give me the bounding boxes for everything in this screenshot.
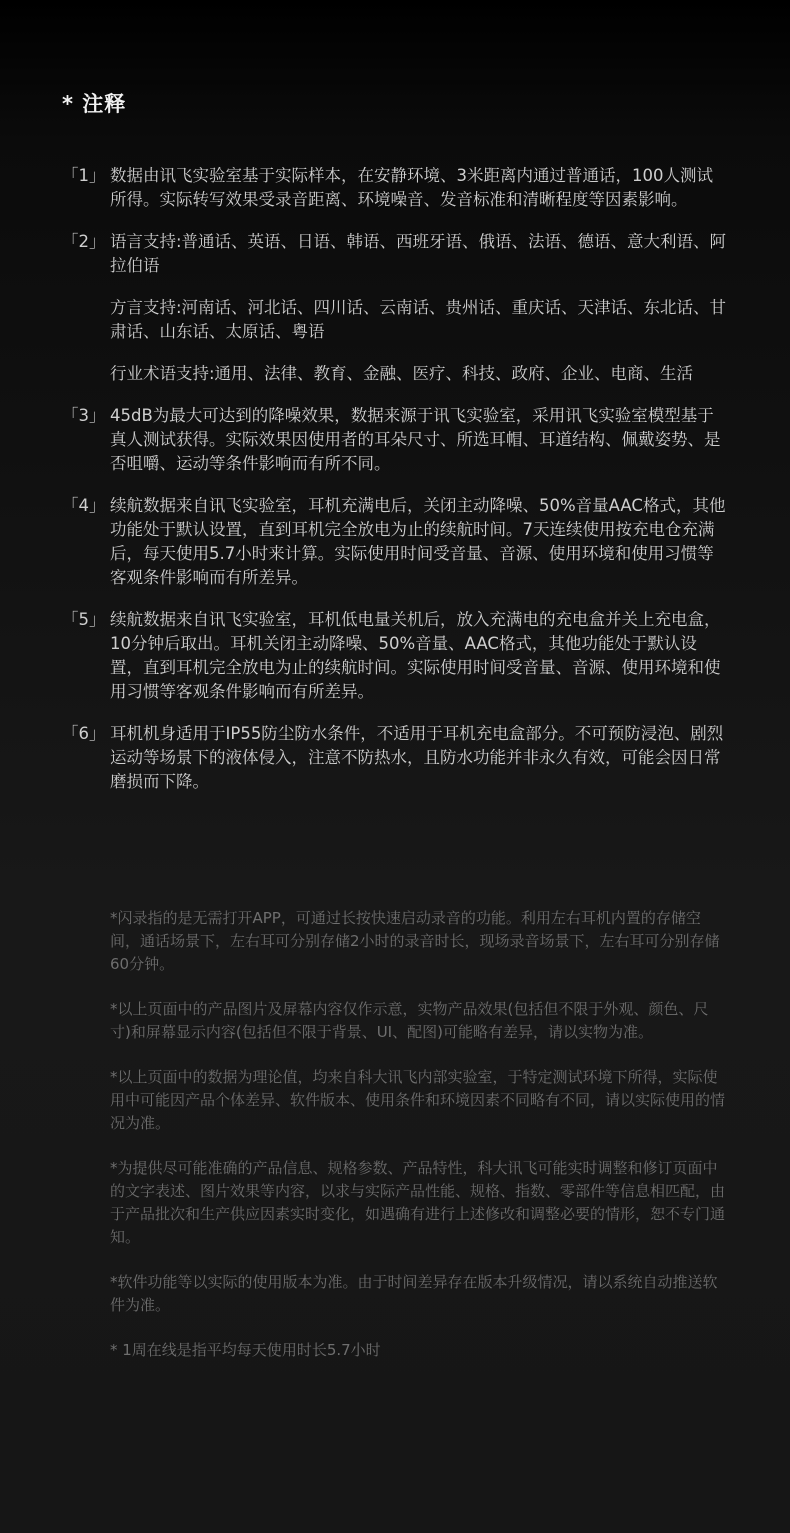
disclaimer-text: *以上页面中的数据为理论值，均来自科大讯飞内部实验室，于特定测试环境下所得，实际使用中可能因产品个体差异、软件版本、使用条件和环境因素不同略有不同，请以实际使用的情况为准。 <box>110 1068 726 1132</box>
note-text: 续航数据来自讯飞实验室，耳机低电量关机后，放入充满电的充电盒并关上充电盒，10分钟后取出。耳机关闭主动降噪、50%音量、AAC格式，其他功能处于默认设置，直到耳机完全放电为止的续航时间。实际使用时间受音量、音源、使用环境和使用习惯等客观条件影响而有所差异。 <box>110 610 721 701</box>
notes-list <box>62 164 727 812</box>
note-body <box>110 608 727 704</box>
note-text: 方言支持:河南话、河北话、四川话、云南话、贵州话、重庆话、天津话、东北话、甘肃话、山东话、太原话、粤语 <box>110 298 727 341</box>
note-number: 「4」 <box>62 496 106 515</box>
disclaimer-text: *为提供尽可能准确的产品信息、规格参数、产品特性，科大讯飞可能实时调整和修订页面中的文字表述、图片效果等内容，以求与实际产品性能、规格、指数、零部件等信息相匹配，由于产品批次和生产供应因素实时变化，如遇确有进行上述修改和调整必要的情形，恕不专门通知。 <box>110 1159 726 1246</box>
notes-heading: * 注释 <box>62 92 127 116</box>
note-body <box>110 230 727 386</box>
note-number: 「2」 <box>62 232 106 251</box>
note-item <box>62 230 727 386</box>
note-body <box>110 494 727 590</box>
note-text: 语言支持:普通话、英语、日语、韩语、西班牙语、俄语、法语、德语、意大利语、阿拉伯语 <box>110 232 727 275</box>
note-number: 「5」 <box>62 610 106 629</box>
note-body <box>110 404 727 476</box>
note-item <box>62 404 727 476</box>
disclaimer-text: * 1周在线是指平均每天使用时长5.7小时 <box>110 1341 381 1359</box>
disclaimer-list <box>110 907 725 1384</box>
note-body <box>110 722 727 794</box>
note-item <box>62 164 727 212</box>
note-text: 行业术语支持:通用、法律、教育、金融、医疗、科技、政府、企业、电商、生活 <box>110 364 694 383</box>
note-text: 数据由讯飞实验室基于实际样本，在安静环境、3米距离内通过普通话，100人测试所得。实际转写效果受录音距离、环境噪音、发音标准和清晰程度等因素影响。 <box>110 166 713 209</box>
note-item <box>62 608 727 704</box>
note-item <box>62 494 727 590</box>
disclaimer-text: *软件功能等以实际的使用版本为准。由于时间差异存在版本升级情况，请以系统自动推送软件为准。 <box>110 1273 718 1314</box>
note-number: 「3」 <box>62 406 106 425</box>
note-text: 45dB为最大可达到的降噪效果，数据来源于讯飞实验室，采用讯飞实验室模型基于真人测试获得。实际效果因使用者的耳朵尺寸、所选耳帽、耳道结构、佩戴姿势、是否咀嚼、运动等条件影响而有所不同。 <box>110 406 721 473</box>
disclaimer-text: *闪录指的是无需打开APP，可通过长按快速启动录音的功能。利用左右耳机内置的存储空间，通话场景下，左右耳可分别存储2小时的录音时长，现场录音场景下，左右耳可分别存储60分钟。 <box>110 909 720 973</box>
note-item <box>62 722 727 794</box>
note-body <box>110 164 727 212</box>
note-text: 耳机机身适用于IP55防尘防水条件，不适用于耳机充电盒部分。不可预防浸泡、剧烈运动等场景下的液体侵入，注意不防热水，且防水功能并非永久有效，可能会因日常磨损而下降。 <box>110 724 724 791</box>
note-text: 续航数据来自讯飞实验室，耳机充满电后，关闭主动降噪、50%音量AAC格式，其他功能处于默认设置，直到耳机完全放电为止的续航时间。7天连续使用按充电仓充满后，每天使用5.7小时来计算。实际使用时间受音量、音源、使用环境和使用习惯等客观条件影响而有所差异。 <box>110 496 726 587</box>
disclaimer-text: *以上页面中的产品图片及屏幕内容仅作示意，实物产品效果(包括但不限于外观、颜色、尺寸)和屏幕显示内容(包括但不限于背景、UI、配图)可能略有差异，请以实物为准。 <box>110 1000 709 1041</box>
note-number: 「6」 <box>62 724 106 743</box>
note-number: 「1」 <box>62 166 106 185</box>
